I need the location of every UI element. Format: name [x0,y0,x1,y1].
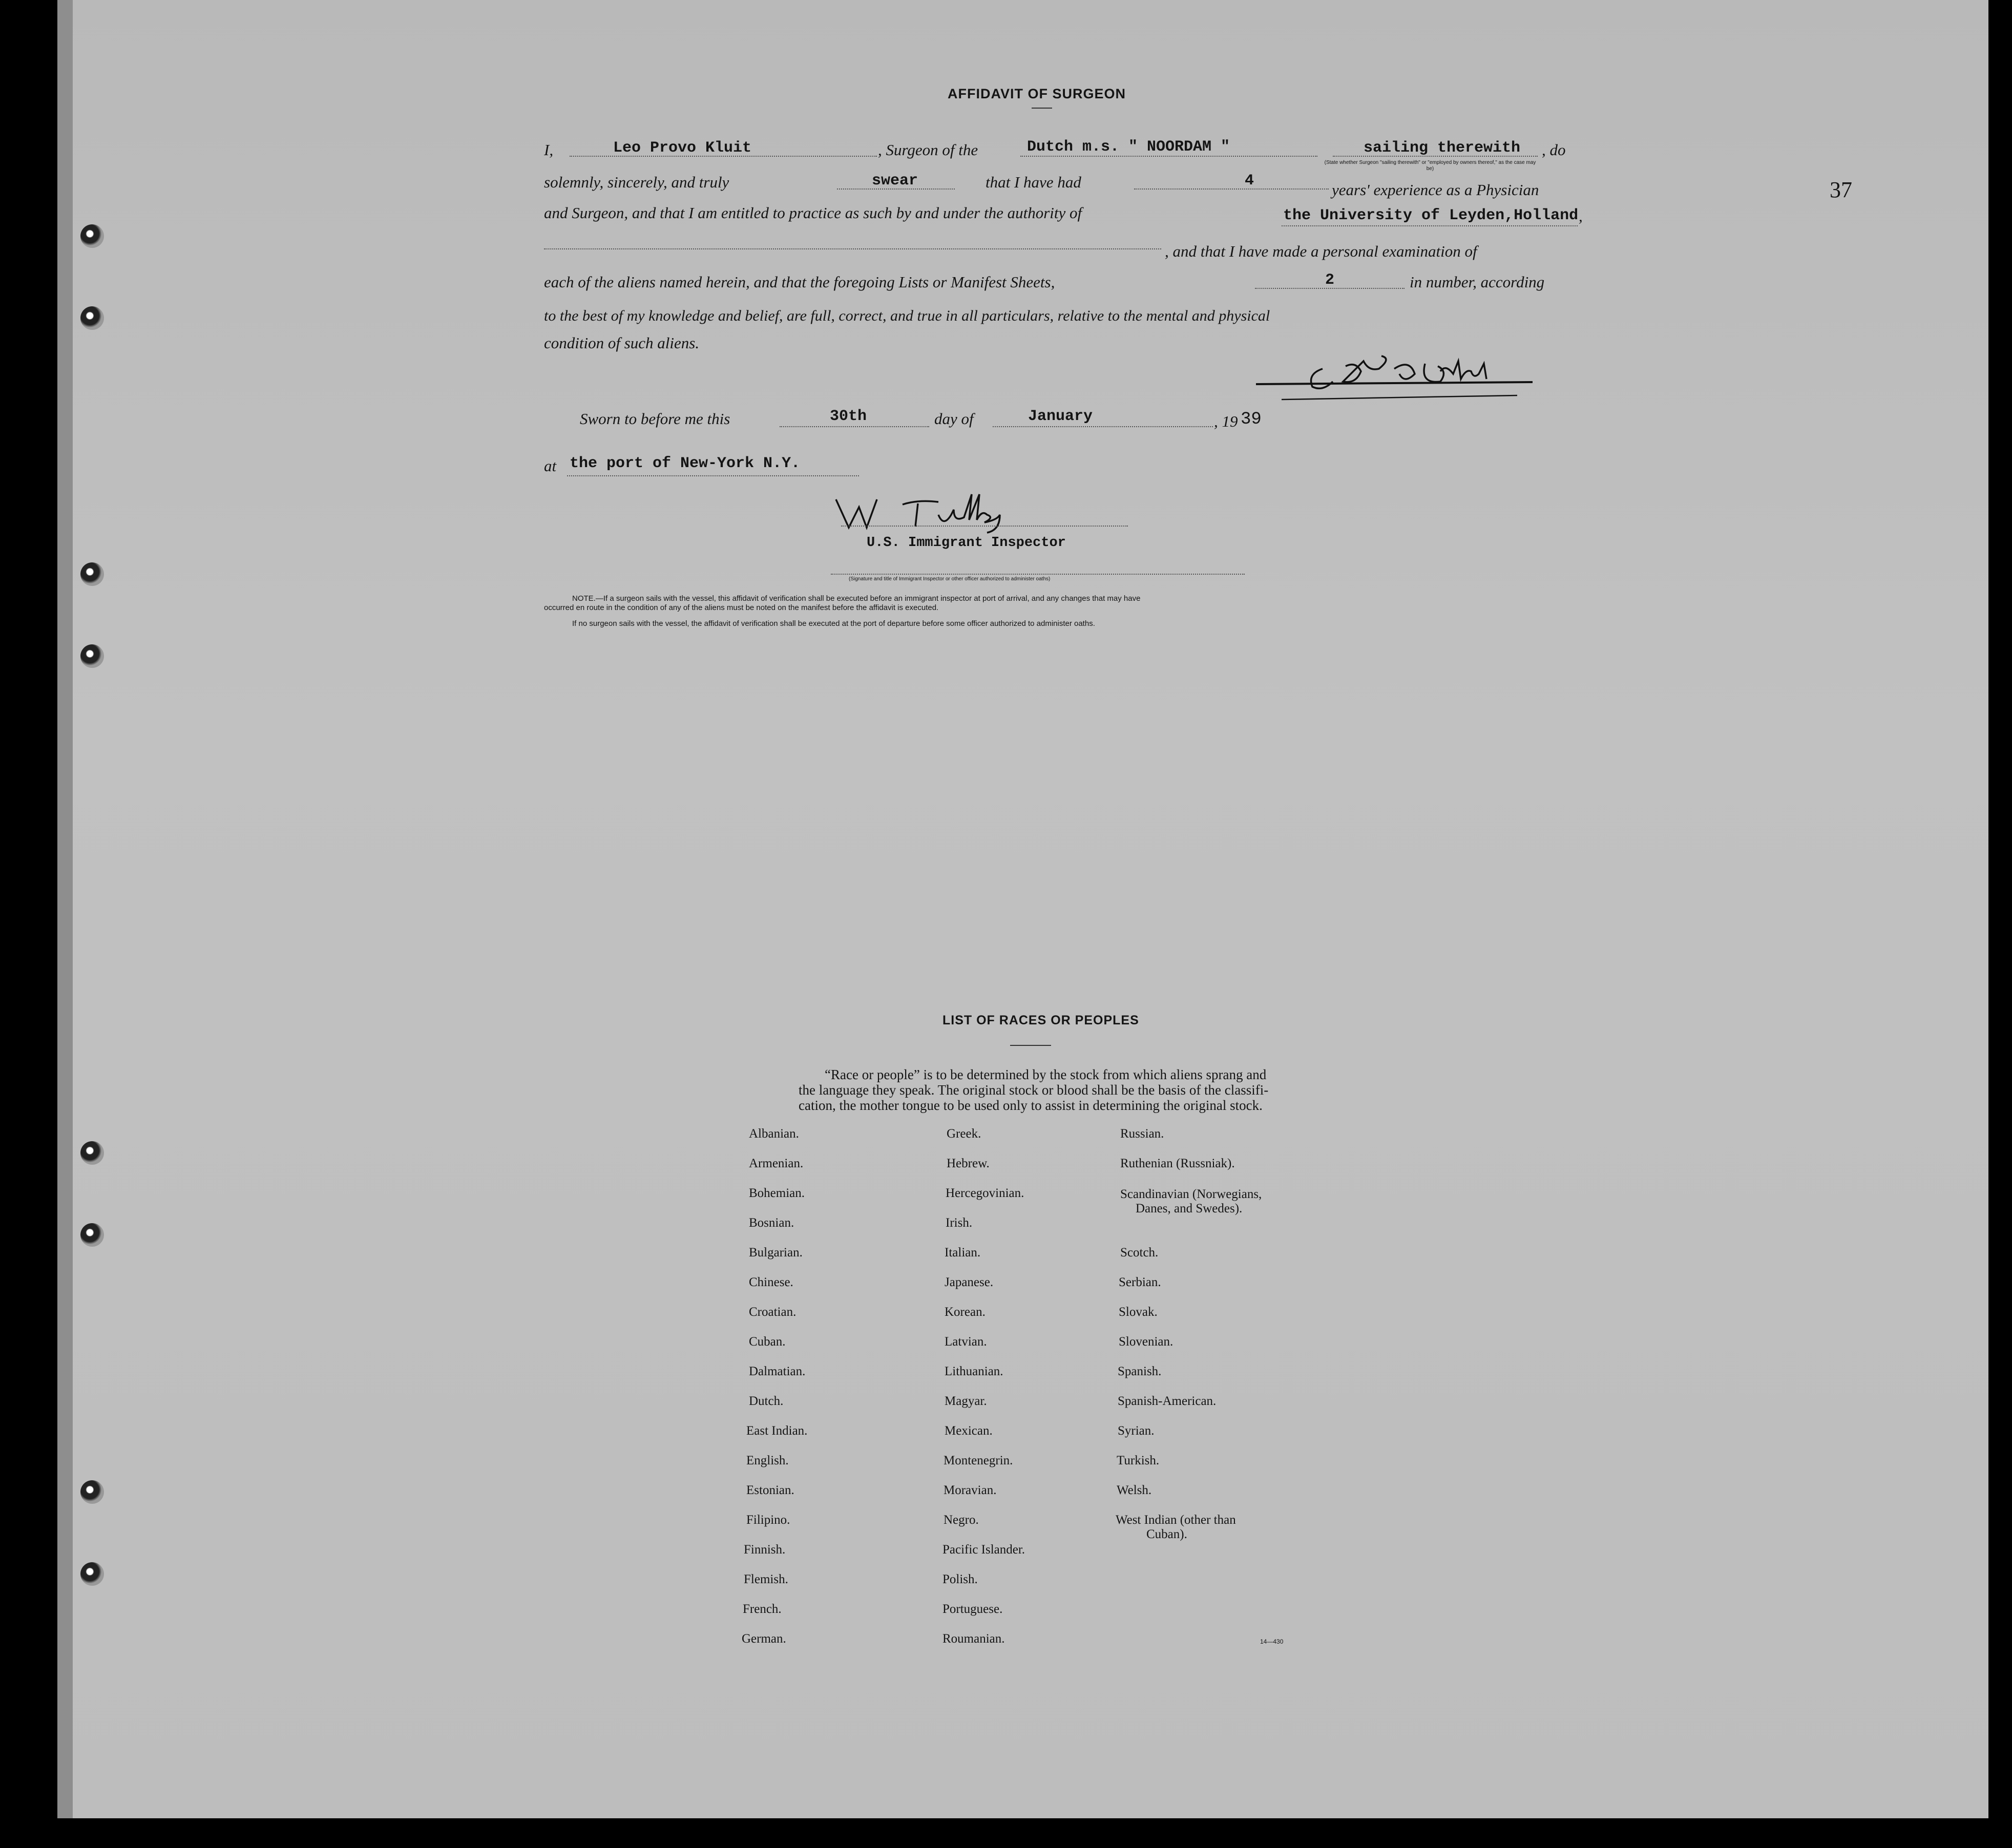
binder-hole [80,1562,104,1586]
race-item: Scotch. [1120,1246,1159,1259]
race-item: Chinese. [749,1275,793,1289]
race-item: English. [746,1454,789,1467]
line2-end: years' experience as a Physician [1332,181,1539,199]
inspector-title: U.S. Immigrant Inspector [867,535,1066,551]
race-item: Flemish. [744,1572,788,1586]
race-item: Russian. [1120,1127,1164,1141]
race-item: Hebrew. [947,1157,990,1170]
race-item: Filipino. [746,1513,790,1527]
line2-prefix: solemnly, sincerely, and truly [544,173,729,191]
race-item: Bosnian. [749,1216,794,1230]
affidavit-title: AFFIDAVIT OF SURGEON [948,86,1126,101]
race-item: Korean. [945,1305,986,1319]
port-prefix: at [544,457,557,475]
note-line-1: NOTE.—If a surgeon sails with the vessel, this affidavit of verification shall be executed before an immigrant inspector at port of arrival, and any changes that may have [572,594,1141,603]
races-intro-1: “Race or people” is to be determined by the stock from which aliens sprang and [825,1067,1267,1082]
race-item: French. [743,1602,782,1616]
race-item: Croatian. [749,1305,797,1319]
port-place: the port of New-York N.Y. [570,455,801,472]
sailing-status: sailing therewith [1364,139,1521,157]
binder-hole [80,1223,104,1247]
race-item: East Indian. [746,1424,808,1438]
race-item: Danes, and Swedes). [1136,1202,1243,1215]
race-item: Slovenian. [1119,1335,1173,1349]
race-item: Latvian. [945,1335,987,1349]
note-line-2: occurred en route in the condition of any of the aliens must be noted on the manifest before the affidavit is executed. [544,603,939,612]
race-item: Turkish. [1117,1454,1160,1467]
day-line [780,426,929,427]
binder-hole [80,644,104,668]
races-intro-3: cation, the mother tongue to be used only to assist in determining the original stock. [799,1098,1263,1113]
inspector-signature [826,489,1133,535]
line3-end: , [1579,207,1583,225]
line5-prefix: each of the aliens named herein, and that the foregoing Lists or Manifest Sheets, [544,273,1055,291]
vessel-name: Dutch m.s. " NOORDAM " [1027,138,1230,156]
line1-prefix: I, [544,141,554,159]
surgeon-name: Leo Provo Kluit [613,139,752,157]
race-item: Hercegovinian. [946,1186,1024,1200]
race-item: Magyar. [945,1394,987,1408]
races-title-rule [1010,1045,1051,1046]
race-item: Montenegrin. [944,1454,1013,1467]
races-title: LIST OF RACES OR PEOPLES [942,1013,1139,1027]
binder-hole [80,562,104,586]
line1-end: , do [1542,141,1566,159]
line5-end: in number, according [1410,273,1545,291]
sworn-year: 39 [1241,410,1262,429]
binder-hole [80,306,104,330]
race-item: Portuguese. [942,1602,1003,1616]
race-item: Dutch. [749,1394,784,1408]
race-item: Ruthenian (Russniak). [1120,1157,1235,1170]
vessel-line [1020,156,1317,157]
sailing-note: (State whether Surgeon "sailing therewith" or "employed by owners thereof," as the case may be) [1324,160,1536,172]
sworn-prefix: Sworn to before me this [580,410,730,428]
authority: the University of Leyden,Holland [1283,207,1579,224]
race-item: Moravian. [944,1483,997,1497]
race-item: Greek. [947,1127,981,1141]
sworn-year-prefix: , 19 [1214,412,1238,430]
blank-line [544,248,1161,249]
race-item: Slovak. [1119,1305,1158,1319]
line6-text: to the best of my knowledge and belief, are full, correct, and true in all particulars, relative to the mental and physical [544,307,1270,324]
race-item: Cuban). [1146,1527,1187,1541]
page-number: 37 [1830,177,1852,202]
race-item: Polish. [942,1572,978,1586]
race-item: Pacific Islander. [942,1543,1025,1557]
race-item: West Indian (other than [1116,1513,1236,1527]
title-rule [1032,108,1052,109]
month-line [993,426,1213,427]
note-line-3: If no surgeon sails with the vessel, the affidavit of verification shall be executed at the port of departure before some officer authorized to administer oaths. [572,619,1095,628]
sheets-count: 2 [1325,271,1335,289]
binder-hole [80,1480,104,1504]
inspector-sig-line [841,526,1128,527]
races-column-1 [742,1127,808,1662]
race-item: Irish. [946,1216,973,1230]
race-item: Armenian. [749,1157,804,1170]
signature-caption: (Signature and title of Immigrant Inspector or other officer authorized to administer oaths) [849,576,1051,582]
line1-mid: , Surgeon of the [878,141,978,159]
sailing-line [1333,156,1538,157]
binding-spine [57,0,73,1818]
race-item: Bohemian. [749,1186,805,1200]
line3-prefix: and Surgeon, and that I am entitled to practice as such by and under the authority of [544,204,1082,222]
line7-text: condition of such aliens. [544,334,700,352]
race-item: Dalmatian. [749,1364,806,1378]
race-item: Serbian. [1119,1275,1161,1289]
race-item: Estonian. [746,1483,794,1497]
years-line [1134,188,1329,190]
oath-word: swear [872,172,918,190]
races-intro-2: the language they speak. The original stock or blood shall be the basis of the classifi- [799,1082,1269,1098]
surgeon-signature [1200,348,1589,410]
race-item: German. [742,1632,786,1646]
sworn-day-of: day of [934,410,974,428]
caption-line [831,574,1245,575]
race-item: Cuban. [749,1335,786,1349]
race-item: Welsh. [1117,1483,1152,1497]
port-line [567,475,859,476]
race-item: Bulgarian. [749,1246,803,1259]
years-count: 4 [1245,172,1254,190]
race-item: Lithuanian. [945,1364,1003,1378]
race-item: Syrian. [1118,1424,1155,1438]
races-column-2 [939,1127,1025,1662]
race-item: Finnish. [744,1543,786,1557]
sworn-month: January [1028,408,1093,425]
binder-hole [80,224,104,248]
race-item: Negro. [944,1513,979,1527]
sworn-day: 30th [830,408,867,425]
race-item: Albanian. [749,1127,799,1141]
race-item: Spanish-American. [1118,1394,1217,1408]
race-item: Mexican. [945,1424,993,1438]
manifest-page [57,0,1988,1818]
race-item: Spanish. [1118,1364,1162,1378]
race-item: Italian. [945,1246,981,1259]
race-item: Roumanian. [942,1632,1005,1646]
authority-line [1282,225,1578,226]
binder-hole [80,1141,104,1165]
race-item: Scandinavian (Norwegians, [1120,1187,1262,1201]
race-item: Japanese. [945,1275,994,1289]
line2-mid: that I have had [986,173,1081,191]
line4-text: , and that I have made a personal examination of [1165,242,1477,260]
form-number: 14—430 [1260,1638,1284,1645]
